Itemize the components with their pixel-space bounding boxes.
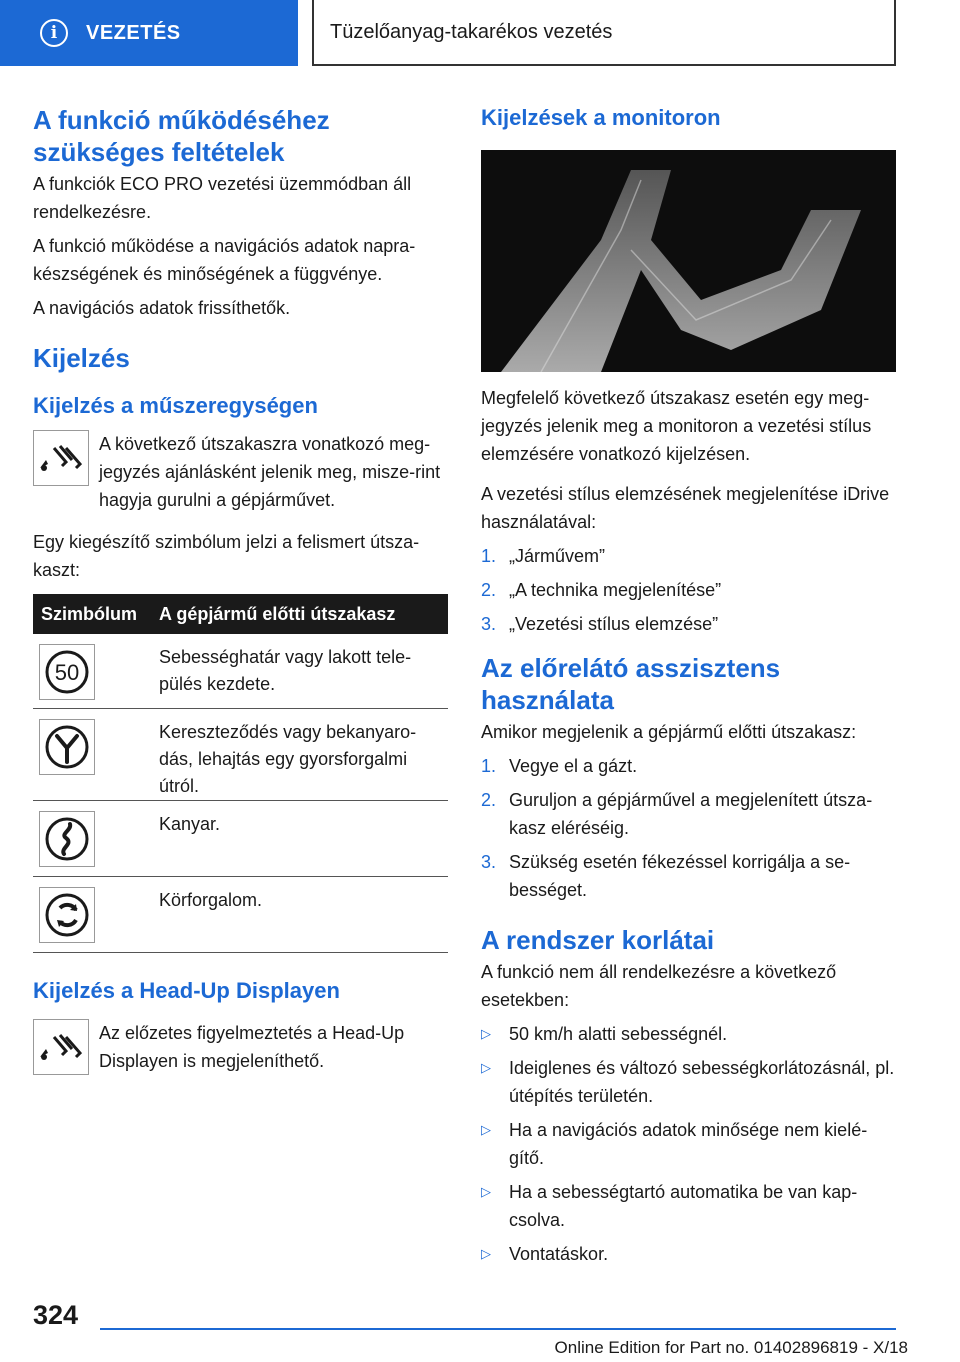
list-item: 2. Guruljon a gépjárművel a megjelenített útsza-kasz eléréséig. bbox=[481, 790, 873, 838]
table-cell-desc: Sebességhatár vagy lakott tele-pülés kezdete. bbox=[159, 647, 412, 694]
speed-limit-value: 50 bbox=[54, 660, 80, 685]
page-header bbox=[0, 0, 960, 66]
hud-heading: Kijelzés a Head-Up Displayen bbox=[33, 977, 340, 1003]
edition-text: Online Edition for Part no. 01402896819 - X/18 bbox=[554, 1338, 908, 1357]
curve-icon bbox=[39, 811, 95, 867]
footer-divider bbox=[100, 1328, 896, 1330]
list-item: ▷ 50 km/h alatti sebességnél. bbox=[481, 1020, 896, 1048]
bullet-triangle-icon: ▷ bbox=[481, 1246, 491, 1261]
list-item: ▷ Ideiglenes és változó sebességkorlátozásnál, pl. útépítés területén. bbox=[481, 1054, 896, 1110]
symbol-table bbox=[33, 594, 448, 953]
limits-text: A funkció nem áll rendelkezésre a következő esetekben: bbox=[481, 962, 837, 1010]
symbol-intro: Egy kiegészítő szimbólum jelzi a felismert útsza-kaszt: bbox=[33, 532, 420, 580]
bullet-triangle-icon: ▷ bbox=[481, 1060, 491, 1075]
topic-title-box bbox=[312, 0, 896, 66]
cluster-note bbox=[33, 430, 448, 514]
bullet-triangle-icon: ▷ bbox=[481, 1026, 491, 1041]
limits-heading: A rendszer korlátai bbox=[481, 925, 715, 955]
table-cell-desc: Kereszteződés vagy bekanyaro-dás, lehajtás egy gyorsforgalmi útról. bbox=[159, 721, 417, 796]
chapter-title: VEZETÉS bbox=[86, 21, 181, 44]
right-column bbox=[481, 100, 896, 1268]
monitor-text-1: Megfelelő következő útszakasz esetén egy meg-jegyzés jelenik meg a monitoron a vezetési stílus elemzésére vonatkozó kijelzésen. bbox=[481, 388, 872, 464]
list-item: 1. Vegye el a gázt. bbox=[481, 756, 638, 776]
assistant-steps bbox=[481, 752, 896, 904]
bullet-triangle-icon: ▷ bbox=[481, 1184, 491, 1199]
requirements-text-3: A navigációs adatok frissíthetők. bbox=[33, 298, 291, 318]
topic-title: Tüzelőanyag-takarékos vezetés bbox=[330, 20, 613, 43]
list-item: ▷ Vontatáskor. bbox=[481, 1240, 896, 1268]
info-icon: i bbox=[40, 19, 68, 47]
table-row bbox=[33, 876, 448, 952]
chapter-tab[interactable] bbox=[0, 0, 298, 66]
table-row bbox=[33, 800, 448, 876]
table-row bbox=[33, 634, 448, 708]
list-item: 1. „Járművem” bbox=[481, 546, 606, 566]
table-cell-desc: Körforgalom. bbox=[159, 889, 263, 910]
left-column bbox=[33, 100, 448, 1075]
cluster-note-text: A következő útszakaszra vonatkozó meg-jegyzés ajánlásként jelenik meg, misze-rint hagyja gurulni a gépjárművet. bbox=[99, 434, 441, 510]
list-item: ▷ Ha a sebességtartó automatika be van kap-csolva. bbox=[481, 1178, 896, 1234]
table-row bbox=[33, 708, 448, 800]
table-cell-desc: Kanyar. bbox=[159, 813, 221, 834]
limits-list bbox=[481, 1020, 896, 1268]
list-item: ▷ Ha a navigációs adatok minősége nem kielé-gítő. bbox=[481, 1116, 896, 1172]
roundabout-icon bbox=[39, 887, 95, 943]
cluster-heading: Kijelzés a műszeregységen bbox=[33, 393, 318, 418]
junction-icon bbox=[39, 719, 95, 775]
assistant-heading: Az előrelátó asszisztens használata bbox=[481, 653, 781, 715]
idrive-steps bbox=[481, 542, 896, 638]
speed-limit-50-icon bbox=[39, 644, 95, 700]
requirements-heading: A funkció működéséhez szükséges feltételek bbox=[33, 105, 330, 167]
display-heading: Kijelzés bbox=[33, 343, 130, 373]
coasting-hint-icon bbox=[33, 430, 89, 486]
bullet-triangle-icon: ▷ bbox=[481, 1122, 491, 1137]
coasting-hint-icon bbox=[33, 1019, 89, 1075]
requirements-text-1: A funkciók ECO PRO vezetési üzemmódban áll rendelkezésre. bbox=[33, 174, 412, 222]
hud-note bbox=[33, 1019, 448, 1075]
page-number: 324 bbox=[33, 1300, 79, 1330]
monitor-text-2: A vezetési stílus elemzésének megjelenítése iDrive használatával: bbox=[481, 484, 890, 532]
table-header-symbol: Szimbólum bbox=[33, 594, 151, 634]
monitor-heading: Kijelzések a monitoron bbox=[481, 105, 721, 130]
assistant-text: Amikor megjelenik a gépjármű előtti útszakasz: bbox=[481, 722, 857, 742]
monitor-road-image bbox=[481, 150, 896, 372]
list-item: 2. „A technika megjelenítése” bbox=[481, 580, 722, 600]
table-header-road: A gépjármű előtti útszakasz bbox=[151, 594, 448, 634]
list-item: 3. „Vezetési stílus elemzése” bbox=[481, 614, 719, 634]
list-item: 3. Szükség esetén fékezéssel korrigálja a se-bességet. bbox=[481, 852, 851, 900]
requirements-text-2: A funkció működése a navigációs adatok napra-készségének és minőségének a függvénye. bbox=[33, 236, 416, 284]
hud-note-text: Az előzetes figyelmeztetés a Head-Up Displayen is megjeleníthető. bbox=[99, 1022, 405, 1071]
